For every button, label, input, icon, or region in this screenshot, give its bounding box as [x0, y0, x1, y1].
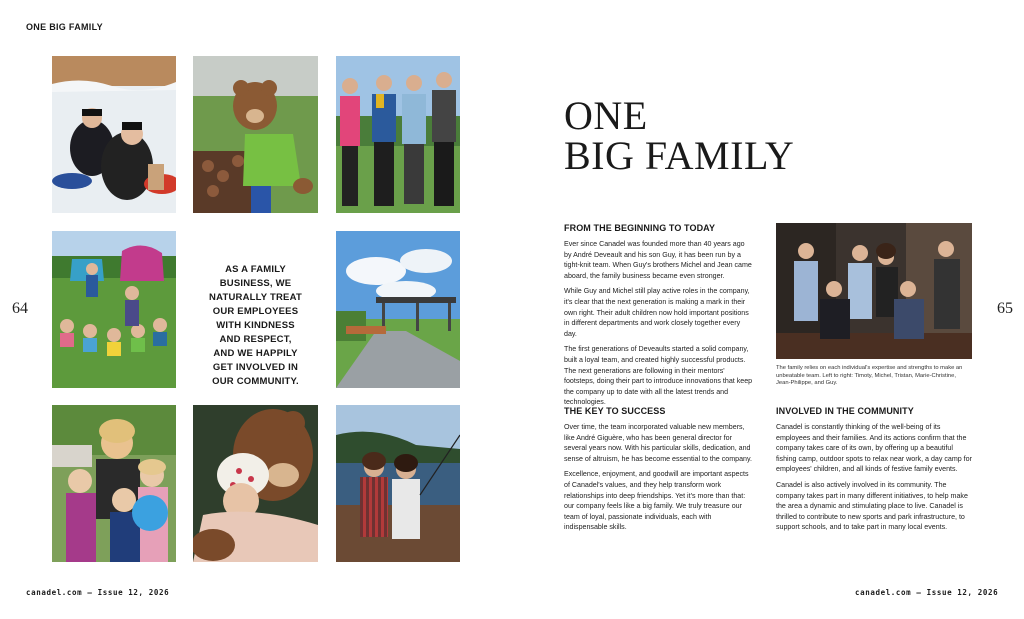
photo-family-balloon — [52, 405, 176, 562]
footer-left: canadel.com — Issue 12, 2026 — [26, 588, 170, 597]
pull-quote: AS A FAMILY BUSINESS, WE NATURALLY TREAT OUR EMPLOYEES WITH KINDNESS AND RESPECT, AND WE HAPPILY GET INVOLVED IN OUR COMMUNITY. — [209, 264, 302, 387]
photo-fishing-lake — [336, 405, 460, 562]
paragraph: Canadel is constantly thinking of the well-being of its employees and their families. And its actions confirm that the company takes care of its own, by offering up a beautiful fishing camp, outdoor spots to relax near work, a day camp for employees' children, and all kinds of festive family events. — [776, 423, 972, 474]
article-title — [564, 93, 795, 178]
title-line-1: ONE — [564, 93, 648, 138]
page-number-right: 65 — [997, 300, 1013, 317]
section-key-to-success — [564, 406, 754, 538]
photo-sledding — [52, 56, 176, 213]
footer-right: canadel.com — Issue 12, 2026 — [855, 588, 999, 597]
section-beginning — [564, 223, 754, 413]
paragraph: Ever since Canadel was founded more than 40 years ago by André Deveault and his son Guy, it has been run by a tight-knit team. When Guy's brothers Michel and Jean came aboard, the family business became even stronger. — [564, 240, 752, 280]
section-heading: INVOLVED IN THE COMMUNITY — [776, 406, 914, 416]
page-number-left: 64 — [12, 300, 28, 317]
photo-kids-day-camp — [52, 231, 176, 388]
photo-caption: The family relies on each individual's expertise and strengths to make an unbeatable team. Left to right: Timoty, Michel, Tristan, Marie-Christine, Jean-Philippe, and Guy. — [776, 365, 963, 387]
paragraph: Canadel is also actively involved in its community. The company takes part in many different initiatives, to help make the area a dynamic and stimulating place to live. Canadel is thrilled to contribute to new sports and park infrastructure, to support schools, and to take part in many local events. — [776, 480, 968, 532]
photo-family-team — [776, 223, 972, 359]
section-heading: THE KEY TO SUCCESS — [564, 406, 666, 416]
paragraph: Over time, the team incorporated valuable new members, like André Giguère, who has been general director for several years now. With his particular skills, dedication, and sense of altruism, he has become essential to the company. — [564, 423, 752, 463]
section-heading: FROM THE BEGINNING TO TODAY — [564, 223, 716, 233]
photo-mascot-hug — [193, 405, 318, 562]
title-line-2: BIG FAMILY — [564, 133, 795, 178]
photo-park-pavilion — [336, 231, 460, 388]
photo-mascot-garden — [193, 56, 318, 213]
photo-runners-medals — [336, 56, 460, 213]
section-community — [776, 406, 972, 538]
paragraph: While Guy and Michel still play active roles in the company, it's clear that the next generation is making a mark in their own right. Their adult children now hold important positions in different departments and work closely together every day. — [564, 287, 750, 338]
running-title: ONE BIG FAMILY — [26, 22, 103, 32]
paragraph: The first generations of Deveaults started a solid company, built a loyal team, and created highly successful products. The next generations are following in their mentors' footsteps, doing their part to introduce innovations that keep the company up to date with all the latest trends and technologies. — [564, 345, 753, 407]
paragraph: Excellence, enjoyment, and goodwill are important aspects of Canadel's values, and they help transform work relationships into deep friendships. Yet it's more than that: our company feels like a big family. We truly treasure our team of loyal, passionate individuals, each with indispensable skills. — [564, 470, 749, 532]
